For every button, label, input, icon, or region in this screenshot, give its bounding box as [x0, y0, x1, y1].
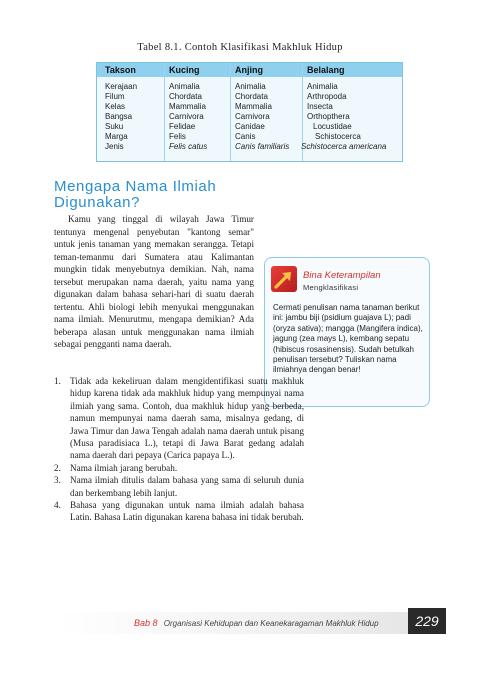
table-cell: Filum [105, 92, 125, 101]
table-header-anjing: Anjing [235, 65, 263, 75]
paragraph-text: Kamu yang tinggal di wilayah Jawa Timur tentunya mengenal penyebutan "kantong semar" untuk jenis tanaman yang memakan serangga. Tetapi teman-temanmu dari Sumatera atau Kalimantan mungkin tidak menyebutnya demikian. Nah, nama tersebut merupakan nama daerah, yaitu nama yang digunakan dalam bahasa sehari-hari di suatu daerah tertentu. Ahli biologi lebih menyukai menggunakan nama ilmiah. Menurutmu, mengapa demikian? Ada beberapa alasan untuk menggunakan nama ilmiah sebagai pengganti nama daerah. [54, 214, 254, 349]
table-column-kucing [169, 82, 207, 152]
table-cell: Mammalia [169, 102, 206, 111]
footer-chapter: Bab 8 [134, 618, 158, 628]
table-cell: Carnivora [169, 112, 204, 121]
list-number: 1. [54, 376, 61, 386]
list-item [54, 375, 304, 462]
table-body [97, 79, 402, 161]
table-header-belalang: Belalang [307, 65, 345, 75]
table-cell: Mammalia [235, 102, 272, 111]
table-cell: Insecta [307, 102, 333, 111]
table-header-kucing: Kucing [169, 65, 200, 75]
table-cell: Animalia [235, 82, 266, 91]
skill-box-text: Cermati penulisan nama tanaman berikut ini: jambu biji (psidium guajava L); padi (oryza sativa); mangga (Mangifera indica), jagung (zea mays L), kembang sepatu (hibiscus rosasinensis). Sudah betulkah penulisan tersebut? Tuliskan nama ilmiahnya dengan benar! [273, 303, 423, 375]
list-text: Bahasa yang digunakan untuk nama ilmiah adalah bahasa Latin. Bahasa Latin digunakan karena bahasa ini tidak berubah. [70, 500, 304, 523]
skill-box-subtitle: Mengklasifikasi [303, 283, 359, 292]
table-header-takson: Takson [105, 65, 136, 75]
page-number: 229 [408, 608, 446, 634]
table-cell: Bangsa [105, 112, 133, 121]
table-cell: Canis [235, 132, 256, 141]
intro-paragraph [54, 213, 254, 351]
table-column-anjing [235, 82, 289, 152]
table-cell: Schistocerca [315, 132, 361, 141]
footer-running-title [134, 618, 379, 628]
table-column-belalang [301, 82, 387, 152]
list-text: Nama ilmiah jarang berubah. [70, 462, 178, 473]
classification-table [96, 62, 403, 162]
table-cell: Kerajaan [105, 82, 138, 91]
table-cell: Canis familiaris [235, 142, 290, 151]
table-cell: Carnivora [235, 112, 270, 121]
list-number: 4. [54, 500, 61, 511]
table-cell: Kelas [105, 102, 126, 111]
table-cell: Animalia [169, 82, 200, 91]
table-cell: Animalia [307, 82, 338, 91]
list-item [54, 462, 304, 474]
arrow-up-right-icon [271, 266, 297, 292]
table-caption: Tabel 8.1. Contoh Klasifikasi Makhluk Hidup [137, 42, 343, 53]
table-cell: Chordata [169, 92, 202, 101]
table-cell: Suku [105, 122, 124, 131]
list-number: 3. [54, 475, 61, 486]
table-cell: Felis [169, 132, 186, 141]
list-text: Tidak ada kekeliruan dalam mengidentifikasi suatu makhluk hidup karena tidak ada makhluk hidup yang mempunyai nama ilmiah yang sama. Contoh, dua makhluk hidup yang berbeda, namun mempunyai nama daerah sama, misalnya gedang, di Jawa Timur dan Jawa Tengah adalah nama daerah untuk pisang (Musa paradisiaca L.), tetapi di Jawa Barat gedang adalah nama daerah dari pepaya (Carica papaya L.). [70, 376, 304, 461]
list-item [54, 474, 304, 499]
table-cell: Marga [105, 132, 128, 141]
table-cell: Jenis [105, 142, 124, 151]
skill-box-title: Bina Keterampilan [303, 270, 381, 281]
table-cell: Arthropoda [307, 92, 347, 101]
list-number: 2. [54, 462, 61, 473]
table-cell: Orthopthera [307, 112, 350, 121]
table-cell: Canidae [235, 122, 265, 131]
table-cell: Chordata [235, 92, 268, 101]
table-cell: Schistocerca americana [301, 142, 387, 151]
table-header-row [97, 63, 402, 77]
table-cell: Locustidae [313, 122, 352, 131]
footer-title: Organisasi Kehidupan dan Keanekaragaman Makhluk Hidup [163, 619, 379, 628]
table-column-takson [105, 82, 137, 152]
reasons-list [54, 375, 304, 524]
table-cell: Felis catus [169, 142, 208, 151]
list-item [54, 499, 304, 524]
section-heading: Mengapa Nama Ilmiah Digunakan? [54, 178, 217, 211]
table-cell: Felidae [169, 122, 196, 131]
list-text: Nama ilmiah ditulis dalam bahasa yang sama di seluruh dunia dan berkembang lebih lanjut. [70, 475, 304, 498]
